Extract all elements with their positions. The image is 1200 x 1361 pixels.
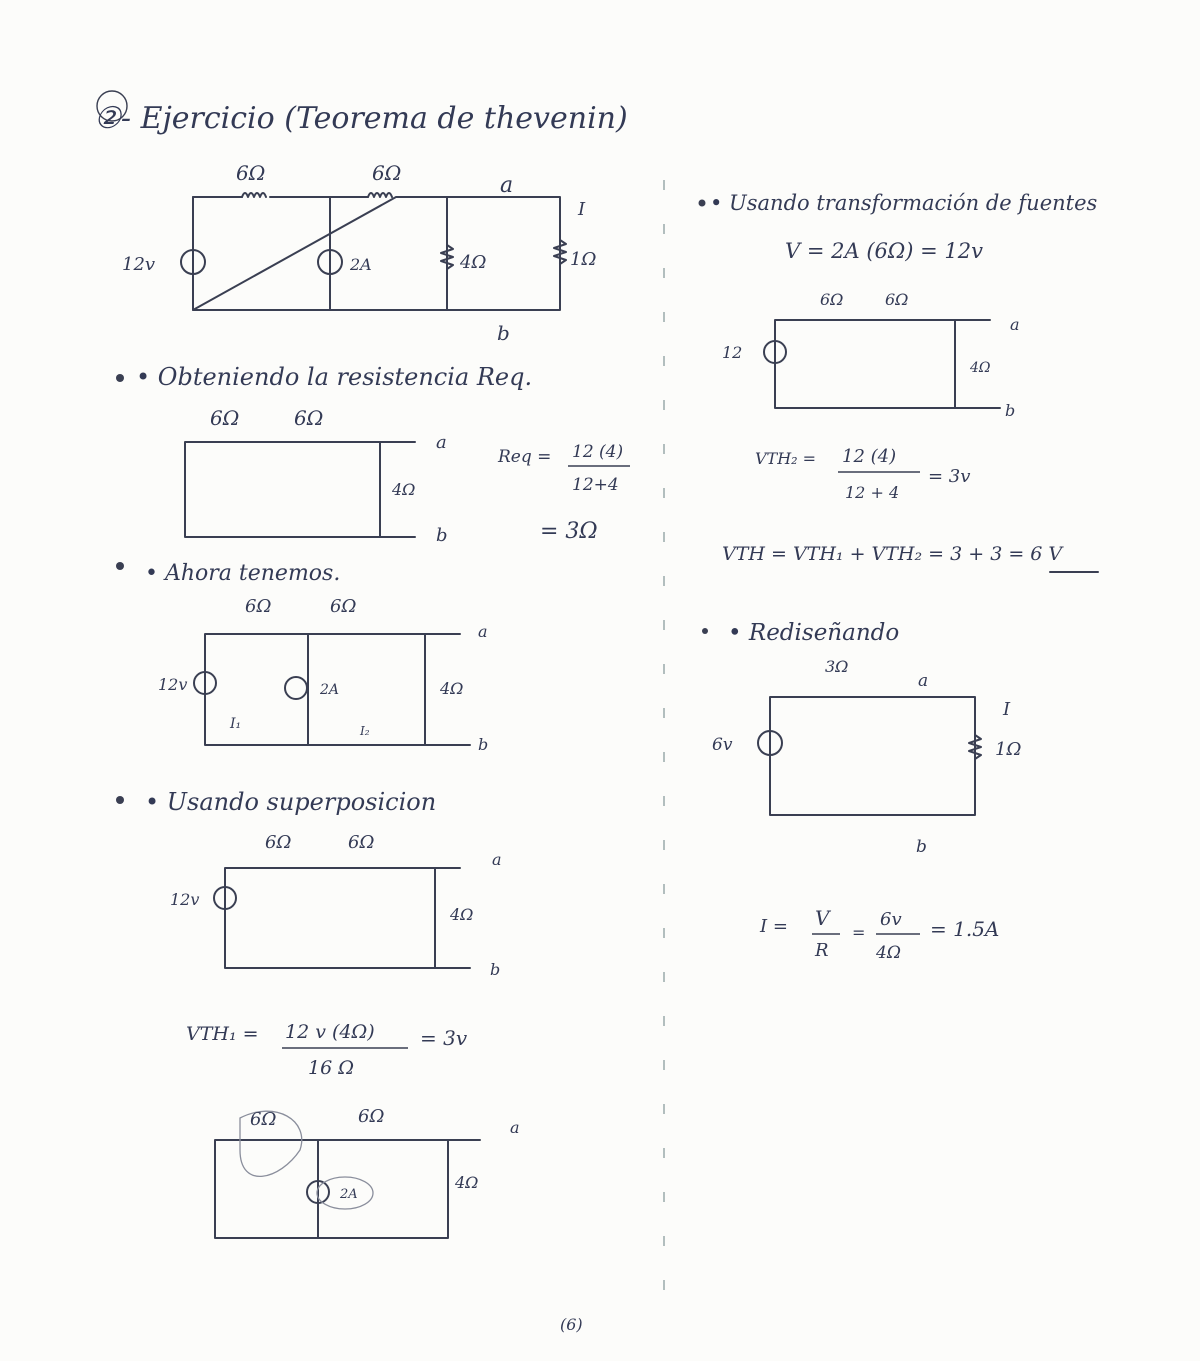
right1-heading: • Usando transformación de fuentes <box>710 191 1098 215</box>
right1-vth2-num: 12 (4) <box>842 446 897 467</box>
step3-r3: 4Ω <box>450 905 474 924</box>
step2-l1: I₁ <box>230 716 242 732</box>
right2-i-num: 6v <box>880 909 902 930</box>
step3-eq-num: 12 v (4Ω) <box>285 1021 375 1043</box>
step2-b: b <box>478 735 489 754</box>
right1-src-v: 12 <box>722 343 743 362</box>
right1-r2: 6Ω <box>885 290 909 309</box>
right1-vth2-lhs: VTH₂ = <box>755 449 817 468</box>
right2-b: b <box>916 837 927 857</box>
right1-eq: V = 2A (6Ω) = 12v <box>785 239 984 263</box>
step4-r1: 6Ω <box>250 1109 277 1130</box>
circuit1-load: 1Ω <box>570 249 597 270</box>
step3-src-v: 12v <box>170 890 200 909</box>
circuit-superposition <box>170 832 502 979</box>
step1-a: a <box>436 432 447 453</box>
step1-eq-res: = 3Ω <box>540 519 598 544</box>
circuit1-r2: 6Ω <box>372 161 402 185</box>
step1-eq-num: 12 (4) <box>572 442 624 462</box>
circuit1-node-a: a <box>500 173 514 198</box>
right1-r1: 6Ω <box>820 290 844 309</box>
circuit-step4 <box>215 1106 520 1238</box>
step2-src-v: 12v <box>158 675 188 694</box>
circuit-redesigned <box>712 657 1021 857</box>
circuit1-r3: 4Ω <box>460 252 487 273</box>
right2-i-frac-num: V <box>815 906 830 930</box>
circuit1-current: I <box>578 199 586 220</box>
step3-heading: • Usando superposicion <box>145 788 437 816</box>
right2-current: I <box>1003 699 1011 720</box>
right1-vth: VTH = VTH₁ + VTH₂ = 3 + 3 = 6 V <box>722 543 1063 565</box>
step1-b: b <box>436 525 448 546</box>
page-title: ②- Ejercicio (Teorema de thevenin) <box>94 101 628 136</box>
step1-r1: 6Ω <box>210 406 240 430</box>
step2-l2: I₂ <box>360 724 370 738</box>
step3-b: b <box>490 960 501 979</box>
step2-r3: 4Ω <box>440 679 464 698</box>
right1-a: a <box>1010 315 1020 334</box>
step4-r3: 4Ω <box>455 1173 479 1192</box>
right2-i-frac-den: R <box>815 940 829 961</box>
step4-a: a <box>510 1118 520 1137</box>
step2-heading: • Ahora tenemos. <box>145 561 341 586</box>
right2-r1: 3Ω <box>825 657 849 676</box>
circuit-transformed <box>722 290 1020 420</box>
step3-eq-lhs: VTH₁ = <box>186 1023 259 1045</box>
circuit1-r1: 6Ω <box>236 161 266 185</box>
circuit-req <box>185 406 448 546</box>
circuit1-src-v: 12v <box>122 254 156 275</box>
step1-heading: • Obteniendo la resistencia Req. <box>136 363 533 391</box>
step3-eq-res: = 3v <box>420 1026 468 1050</box>
step2-a: a <box>478 622 488 641</box>
right2-i-mid: = <box>852 923 866 942</box>
step1-r2: 6Ω <box>294 406 324 430</box>
step1-r3: 4Ω <box>392 480 416 499</box>
right1-b: b <box>1005 401 1016 420</box>
right1-vth2-den: 12 + 4 <box>845 483 900 502</box>
step3-r1: 6Ω <box>265 832 292 853</box>
right1-r3: 4Ω <box>970 360 991 376</box>
right1-vth2-res: = 3v <box>928 466 971 487</box>
page-number: (6) <box>560 1315 583 1334</box>
right2-i-lhs: I = <box>760 916 788 937</box>
step1-eq-den: 12+4 <box>572 475 619 495</box>
step1-eq-lhs: Req = <box>498 447 552 467</box>
step4-src-i: 2A <box>340 1187 358 1202</box>
circuit-now <box>158 596 488 754</box>
right2-a: a <box>918 671 929 691</box>
step2-r1: 6Ω <box>245 596 272 617</box>
right2-src-v: 6v <box>712 735 733 755</box>
step3-r2: 6Ω <box>348 832 375 853</box>
right2-i-den: 4Ω <box>876 943 901 963</box>
right2-i-res: = 1.5A <box>930 917 1000 941</box>
step4-r2: 6Ω <box>358 1106 385 1127</box>
step2-src-i: 2A <box>320 682 340 698</box>
circuit-original <box>122 161 596 345</box>
circuit1-src-i: 2A <box>350 255 372 274</box>
step3-a: a <box>492 850 502 869</box>
right2-load: 1Ω <box>995 739 1022 760</box>
step2-r2: 6Ω <box>330 596 357 617</box>
right2-heading: • Rediseñando <box>728 620 900 646</box>
step3-eq-den: 16 Ω <box>308 1057 354 1079</box>
circuit1-node-b: b <box>497 321 510 345</box>
